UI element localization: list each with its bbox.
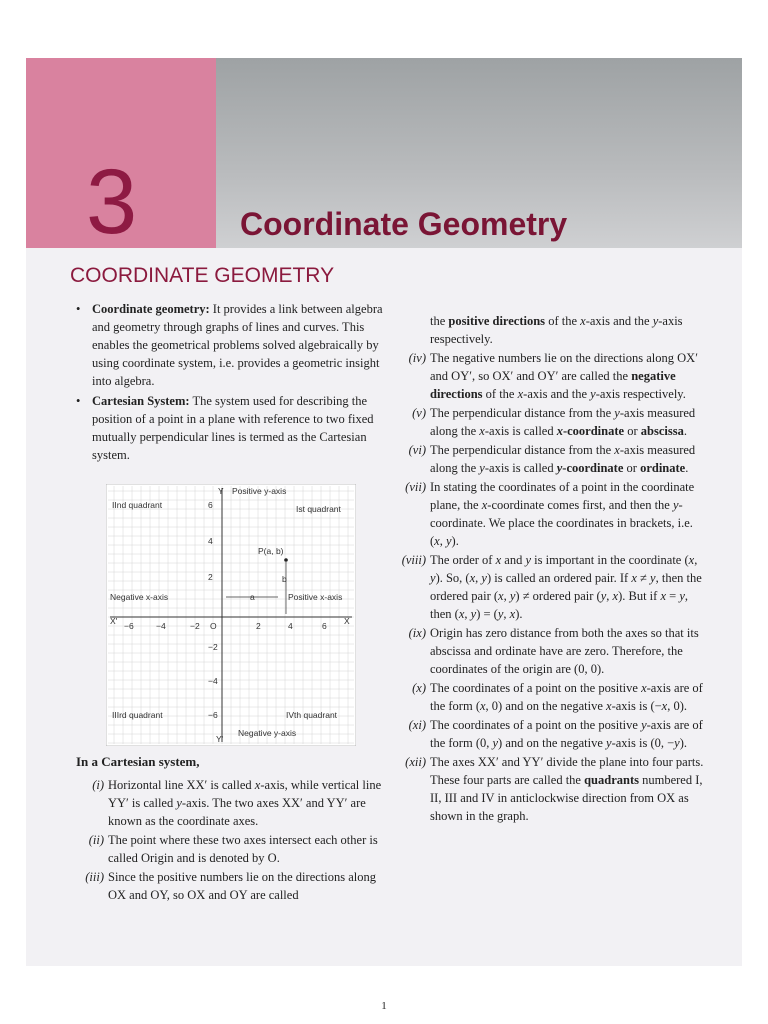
list-item [76,868,396,904]
quadrant-4-label: IVth quadrant [286,710,338,720]
x-tick-label: 4 [288,621,293,631]
cartesian-graph-svg [106,484,356,746]
list-item [398,551,704,623]
item-text: Since the positive numbers lie on the directions along OX and OY, so OX and OY are called [108,870,376,902]
quadrant-3-label: IIIrd quadrant [112,710,163,720]
item-text: The coordinates of a point on the positive y-axis are of the form (0, y) and on the negative y-axis is (0, −y). [430,718,703,750]
list-item [398,753,704,825]
bullet-coordinate-geometry [76,300,396,390]
cartesian-plane-graph [106,484,356,746]
list-item [76,831,396,867]
item-text: The negative numbers lie on the directions along OX′ and OY′, so OX′ and OY′ are called the negative directions of the x-axis and the y-axis respectively. [430,351,698,401]
quadrant-2-label: IInd quadrant [112,500,163,510]
item-text: The point where these two axes intersect each other is called Origin and is denoted by O. [108,833,378,865]
item-number: (iii) [85,870,104,884]
chapter-title: Coordinate Geometry [240,206,568,242]
negative-x-axis-label: Negative x-axis [110,592,169,602]
page-number: 1 [381,1000,387,1012]
list-item [398,441,704,477]
y-prime: Y' [216,734,224,744]
chapter-number: 3 [86,151,138,253]
item-text: The perpendicular distance from the y-axis measured along the x-axis is called x-coordinate or abscissa. [430,406,696,438]
b-distance-label: b [282,574,287,584]
item-number: (vi) [408,443,426,457]
bullet-text: It provides a link between algebra and geometry through graphs of lines and curves. This enables the geometrical problems solved algebraically by using coordinate system, i.e. provides a geometric insight into algebra. [92,302,383,388]
quadrant-1-label: Ist quadrant [296,504,341,514]
y-tick-label: 2 [208,572,213,582]
item-number: (iv) [408,351,426,365]
x-letter: X [344,616,350,626]
item-text: Origin has zero distance from both the axes so that its abscissa and ordinate have are zero. Therefore, the coordinates of the origin are (0, 0). [430,626,699,676]
y-tick-label: 6 [208,500,213,510]
point-p-marker [284,558,288,562]
x-tick-label: 6 [322,621,327,631]
item-number: (xii) [405,755,426,769]
x-tick-label: −2 [190,621,200,631]
item-number: (xi) [408,718,426,732]
y-letter: Y [218,486,224,496]
list-item [398,478,704,550]
list-item [398,404,704,440]
item-number: (viii) [401,553,426,567]
bullet-text: The system used for describing the position of a point in a plane with reference to two fixed mutually perpendicular lines is termed as the Cartesian system. [92,394,374,462]
x-tick-label: −6 [124,621,134,631]
y-tick-label: −4 [208,676,218,686]
item-text: In stating the coordinates of a point in the coordinate plane, the x-coordinate comes first, and then the y-coordinate. We place the coordinates in brackets, i.e. (x, y). [430,480,695,548]
item-number: (vii) [405,480,426,494]
origin-label: O [210,621,217,631]
x-tick-label: −4 [156,621,166,631]
x-tick-label: 2 [256,621,261,631]
x-prime: X' [110,616,118,626]
cartesian-intro: In a Cartesian system, [76,754,200,769]
y-tick-label: −6 [208,710,218,720]
y-tick-label: 4 [208,536,213,546]
list-item [398,624,704,678]
point-p-label: P(a, b) [258,546,284,556]
list-item-continuation [398,312,704,348]
negative-y-axis-label: Negative y-axis [238,728,297,738]
list-item [398,349,704,403]
bullet-cartesian-system [76,392,396,464]
left-column-bullets [76,300,396,466]
y-tick-label: −2 [208,642,218,652]
item-text: The coordinates of a point on the positive x-axis are of the form (x, 0) and on the negative x-axis is (−x, 0). [430,681,703,713]
item-text: The order of x and y is important in the coordinate (x, y). So, (x, y) is called an ordered pair. If x ≠ y, then the ordered pair (x, y) ≠ ordered pair (y, x). But if x = y, then (x, y) = (y, x). [430,553,702,621]
section-heading: COORDINATE GEOMETRY [70,264,335,287]
item-text: The axes XX′ and YY′ divide the plane into four parts. These four parts are called the quadrants numbered I, II, III and IV in anticlockwise direction from OX as shown in the graph. [430,755,704,823]
positive-x-axis-label: Positive x-axis [288,592,343,602]
a-distance-label: a [250,592,255,602]
list-item [76,776,396,830]
item-number: (i) [92,778,104,792]
bullet-term: Cartesian System: [92,394,190,408]
right-column-items [398,312,704,826]
item-number: (v) [412,406,426,420]
book-page [26,58,742,966]
list-item [398,716,704,752]
item-text: Horizontal line XX′ is called x-axis, while vertical line YY′ is called y-axis. The two axes XX′ and YY′ are known as the coordinate axes. [108,778,382,828]
left-column-items [76,776,396,905]
bullet-term: Coordinate geometry: [92,302,210,316]
item-number: (x) [412,681,426,695]
item-text: The perpendicular distance from the x-axis measured along the y-axis is called y-coordinate or ordinate. [430,443,696,475]
item-text: the positive directions of the x-axis and the y-axis respectively. [430,314,683,346]
y-axis-label: Positive y-axis [232,486,287,496]
list-item [398,679,704,715]
item-number: (ii) [88,833,104,847]
item-number: (ix) [408,626,426,640]
